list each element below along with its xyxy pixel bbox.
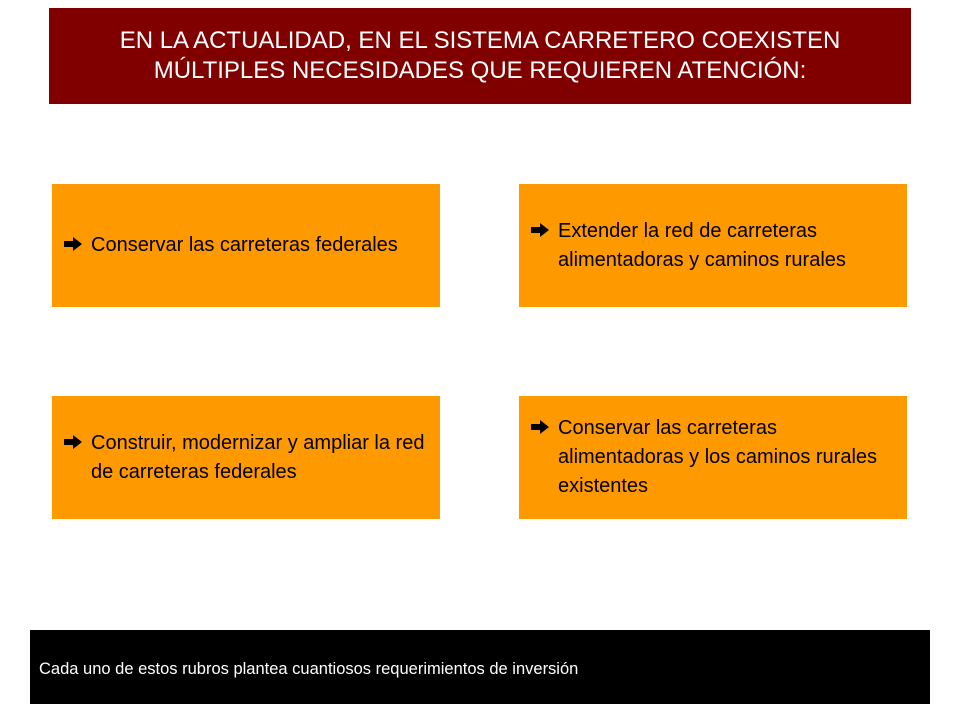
bullet-row xyxy=(64,429,426,487)
title-banner xyxy=(49,8,911,104)
need-text: Conservar las carreteras alimentadoras y los caminos rurales existentes xyxy=(558,417,878,497)
bullet-row xyxy=(531,414,893,501)
need-text: Extender la red de carreteras alimentadoras y caminos rurales xyxy=(558,219,846,271)
need-box-conservar-federales xyxy=(52,184,440,307)
need-box-conservar-alimentadoras xyxy=(519,396,907,519)
right-arrow-icon xyxy=(531,420,549,434)
right-arrow-icon xyxy=(531,223,549,237)
bullet-row xyxy=(64,231,398,260)
footer-bar xyxy=(30,630,930,704)
bullet-row xyxy=(531,217,893,275)
footer-note: Cada uno de estos rubros plantea cuantiosos requerimientos de inversión xyxy=(39,660,579,678)
need-box-extender-red xyxy=(519,184,907,307)
need-text: Construir, modernizar y ampliar la red de carreteras federales xyxy=(91,431,425,483)
need-text: Conservar las carreteras federales xyxy=(91,234,398,256)
right-arrow-icon xyxy=(64,237,82,251)
slide-title: EN LA ACTUALIDAD, EN EL SISTEMA CARRETERO COEXISTEN MÚLTIPLES NECESIDADES QUE REQUIEREN ATENCIÓN: xyxy=(119,27,841,84)
need-box-construir-modernizar xyxy=(52,396,440,519)
right-arrow-icon xyxy=(64,435,82,449)
